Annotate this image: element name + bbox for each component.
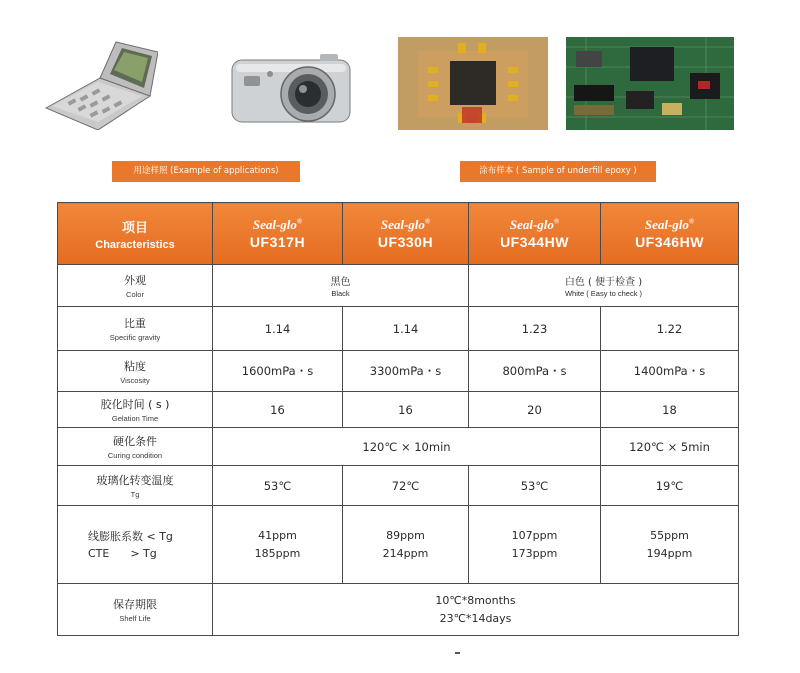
product-model: UF330H	[377, 234, 434, 250]
label-cn: 硬化条件	[113, 435, 157, 448]
row-label	[58, 466, 213, 506]
table-cell: 800mPa・s	[469, 351, 601, 392]
table-cell: 18	[601, 392, 739, 428]
row-cte	[58, 506, 739, 584]
label-cn: 粘度	[124, 359, 146, 373]
row-label	[58, 392, 213, 428]
cte-above-tg: 194ppm	[646, 546, 693, 560]
label-cn: 外观	[124, 274, 146, 287]
label-cn: 胶化时间 ( s )	[100, 398, 170, 411]
shelf-life-10c: 10℃*8months	[435, 593, 516, 607]
table-cell	[469, 506, 601, 584]
row-viscosity	[58, 351, 739, 392]
row-curing-condition	[58, 428, 739, 466]
product-model: UF317H	[249, 234, 306, 250]
samples-caption: 涂布样本 ( Sample of underfill epoxy )	[460, 161, 656, 182]
value-en: Black	[331, 289, 350, 298]
cte-label-below-tg: 线膨胀系数 < Tg	[88, 529, 173, 543]
table-cell: 20	[469, 392, 601, 428]
label-en: Specific gravity	[109, 333, 161, 342]
header-item-en: Characteristics	[95, 238, 175, 251]
label-en: Curing condition	[107, 451, 163, 460]
label-en: Color	[126, 290, 144, 299]
table-cell: 53℃	[469, 466, 601, 506]
row-specific-gravity	[58, 307, 739, 351]
row-label	[58, 584, 213, 636]
label-cn: 保存期限	[113, 598, 157, 611]
row-label	[58, 506, 213, 584]
table-cell: 120℃ × 10min	[213, 428, 601, 466]
shelf-life-cell	[213, 584, 739, 636]
cte-below-tg: 41ppm	[258, 528, 297, 542]
row-tg	[58, 466, 739, 506]
table-header-row	[58, 203, 739, 265]
table-cell: 16	[213, 392, 343, 428]
header-product	[213, 203, 343, 265]
product-model: UF344HW	[500, 234, 569, 250]
flip-phone-image	[38, 38, 158, 130]
circuit-board-sample-image	[566, 37, 734, 130]
color-white-cell	[469, 265, 739, 307]
underfill-chip-sample-image	[398, 37, 548, 130]
cte-below-tg: 89ppm	[386, 528, 425, 542]
table-cell: 19℃	[601, 466, 739, 506]
value-cn: 白色 ( 便于检查 )	[564, 277, 643, 288]
table-cell	[601, 506, 739, 584]
row-label	[58, 307, 213, 351]
row-label	[58, 351, 213, 392]
label-en: Shelf Life	[119, 614, 151, 623]
table-cell: 1400mPa・s	[601, 351, 739, 392]
applications-caption: 用途样照 (Example of applications)	[112, 161, 300, 182]
header-product	[469, 203, 601, 265]
header-item-cn: 项目	[121, 220, 148, 236]
row-color	[58, 265, 739, 307]
label-cn: 玻璃化转变温度	[96, 474, 174, 487]
color-black-cell	[213, 265, 469, 307]
cte-above-tg: 173ppm	[511, 546, 558, 560]
value-en: White ( Easy to check )	[564, 289, 643, 298]
product-brand: Seal-glo®	[509, 217, 560, 232]
product-brand: Seal-glo®	[644, 217, 695, 232]
page-mark	[455, 652, 460, 654]
cte-above-tg: 185ppm	[254, 546, 301, 560]
cte-below-tg: 107ppm	[511, 528, 558, 542]
table-cell: 1.22	[601, 307, 739, 351]
row-label	[58, 428, 213, 466]
cte-above-tg: 214ppm	[382, 546, 429, 560]
header-product	[601, 203, 739, 265]
cte-label-above-tg: CTE > Tg	[88, 546, 157, 560]
table-cell: 1.14	[213, 307, 343, 351]
product-brand: Seal-glo®	[380, 217, 431, 232]
table-cell: 16	[343, 392, 469, 428]
digital-camera-image	[222, 44, 360, 130]
label-cn: 比重	[124, 317, 146, 330]
table-cell: 53℃	[213, 466, 343, 506]
row-label	[58, 265, 213, 307]
table-cell	[213, 506, 343, 584]
table-cell: 3300mPa・s	[343, 351, 469, 392]
header-characteristics	[58, 203, 213, 265]
label-en: Gelation Time	[111, 414, 159, 423]
shelf-life-23c: 23℃*14days	[439, 611, 512, 625]
cte-below-tg: 55ppm	[650, 528, 689, 542]
product-brand: Seal-glo®	[252, 217, 303, 232]
table-cell: 1.23	[469, 307, 601, 351]
table-cell: 1600mPa・s	[213, 351, 343, 392]
table-cell	[343, 506, 469, 584]
specification-table	[57, 202, 739, 636]
value-cn: 黑色	[330, 277, 351, 288]
row-shelf-life	[58, 584, 739, 636]
header-product	[343, 203, 469, 265]
row-gelation-time	[58, 392, 739, 428]
table-cell: 120℃ × 5min	[601, 428, 739, 466]
table-cell: 72℃	[343, 466, 469, 506]
label-en: Viscosity	[120, 375, 150, 385]
table-cell: 1.14	[343, 307, 469, 351]
label-en: Tg	[130, 490, 140, 499]
product-model: UF346HW	[635, 234, 704, 250]
